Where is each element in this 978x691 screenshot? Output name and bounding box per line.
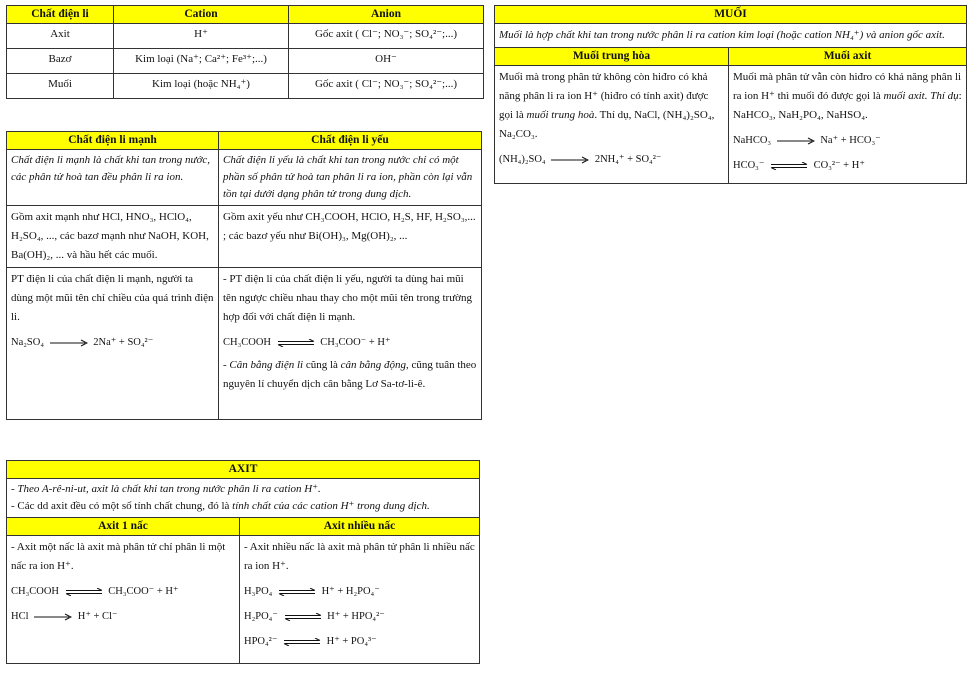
equilibrium-arrow-icon xyxy=(770,162,808,170)
right-arrow-icon xyxy=(551,156,589,164)
equilibrium-note: - Cân bằng điện li cũng là cân bằng động, cũng tuân theo nguyên lí chuyển dịch cân bằng Lơ Sa-tơ-li-ê. xyxy=(223,359,477,390)
equation-h2po4: H₂PO₄⁻ H⁺ + HPO₄²⁻ xyxy=(244,611,385,622)
salt-title: MUỐI xyxy=(495,6,967,24)
equilibrium-arrow-icon xyxy=(65,588,103,596)
cell-base: Bazơ xyxy=(7,49,114,74)
acid-salt-text: Muối mà phân tử vẫn còn hiđro có khả năng phân li ra ion H⁺ thì muối đó được gọi là muối axit. Thí dụ: NaHCO₃, NaH₂PO₄, NaHSO₄. xyxy=(733,71,962,121)
cell-base-cation: Kim loại (Na⁺; Ca²⁺; Fe³⁺;...) xyxy=(114,49,289,74)
cell-acid-anion: Gốc axit ( Cl⁻; NO₃⁻; SO₄²⁻;...) xyxy=(289,24,484,49)
header-acid-salt: Muối axit xyxy=(729,48,967,66)
right-arrow-icon xyxy=(50,339,88,347)
equation-nahco3: NaHCO₃ Na⁺ + HCO₃⁻ xyxy=(733,135,881,146)
equilibrium-arrow-icon xyxy=(283,638,321,646)
table-acid xyxy=(6,460,479,664)
equilibrium-arrow-icon xyxy=(284,613,322,621)
pt-weak-text: - PT điện li của chất điện li yếu, người ta dùng hai mũi tên ngược chiều nhau thay cho một mũi tên trong trường hợp đối với chất điện li mạnh. xyxy=(223,273,473,323)
equation-strong-cell xyxy=(7,268,219,420)
equation-weak-cell xyxy=(219,268,482,420)
def-strong: Chất điện li mạnh là chất khi tan trong nước, các phân tử hoà tan đều phân li ra ion. xyxy=(7,150,219,206)
eq-right: 2Na⁺ + SO₄²⁻ xyxy=(93,337,154,348)
def-weak: Chất điện li yếu là chất khi tan trong nước chỉ có một phần số phân tử hoà tan phân li ra ion, phần còn lại vẫn tồn tại dưới dạng phân tử trong dung dịch. xyxy=(219,150,482,206)
cell-salt-anion: Gốc axit ( Cl⁻; NO₃⁻; SO₄²⁻;...) xyxy=(289,74,484,99)
cell-base-anion: OH⁻ xyxy=(289,49,484,74)
table-electrolyte-ions xyxy=(6,5,483,99)
acid-intro-1: - Theo A-rê-ni-ut, axit là chất khi tan trong nước phân li ra cation H⁺. xyxy=(11,483,321,495)
equation-weak xyxy=(223,333,477,352)
neutral-salt-cell xyxy=(495,66,729,184)
acid-title: AXIT xyxy=(7,461,480,479)
header-weak: Chất điện li yếu xyxy=(219,132,482,150)
neutral-salt-text: Muối mà trong phân tử không còn hiđro có khả năng phân li ra ion H⁺ (hiđro có tính axit) được gọi là muối trung hoà. Thí dụ, NaCl, (NH₄)₂SO₄, Na₂CO₃. xyxy=(499,71,715,140)
right-arrow-icon xyxy=(777,137,815,145)
equation-hco3: HCO₃⁻ CO₃²⁻ + H⁺ xyxy=(733,160,865,171)
equilibrium-arrow-icon xyxy=(278,588,316,596)
equation-ch3cooh: CH₃COOH CH₃COO⁻ + H⁺ xyxy=(11,586,179,597)
header-polyprotic: Axit nhiều nấc xyxy=(240,518,480,536)
equation-nh4so4: (NH₄)₂SO₄ 2NH₄⁺ + SO₄²⁻ xyxy=(499,154,662,165)
eq-left: CH₃COOH xyxy=(223,337,271,348)
equation-strong xyxy=(11,333,214,352)
header-cation: Cation xyxy=(114,6,289,24)
salt-def: Muối là hợp chất khi tan trong nước phân li ra cation kim loại (hoặc cation NH₄⁺) và anion gốc axit. xyxy=(495,24,967,48)
header-neutral-salt: Muối trung hòa xyxy=(495,48,729,66)
cell-acid: Axit xyxy=(7,24,114,49)
examples-weak: Gồm axit yếu như CH₃COOH, HClO, H₂S, HF, H₂SO₃,... ; các bazơ yếu như Bi(OH)₃, Mg(OH)₂, ... xyxy=(219,206,482,268)
eq-left: Na₂SO₄ xyxy=(11,337,44,348)
cell-salt: Muối xyxy=(7,74,114,99)
table-strong-weak xyxy=(6,131,481,420)
header-anion: Anion xyxy=(289,6,484,24)
header-electrolyte: Chất điện li xyxy=(7,6,114,24)
equation-hcl: HCl H⁺ + Cl⁻ xyxy=(11,611,118,622)
eq-right: CH₃COO⁻ + H⁺ xyxy=(320,337,391,348)
equation-hpo4: HPO₄²⁻ H⁺ + PO₄³⁻ xyxy=(244,636,377,647)
cell-acid-cation: H⁺ xyxy=(114,24,289,49)
equilibrium-arrow-icon xyxy=(277,339,315,347)
table-salt xyxy=(494,5,966,184)
examples-strong: Gồm axit mạnh như HCl, HNO₃, HClO₄, H₂SO₄, ..., các bazơ mạnh như NaOH, KOH, Ba(OH)₂, ... và hầu hết các muối. xyxy=(7,206,219,268)
equation-h3po4: H₃PO₄ H⁺ + H₂PO₄⁻ xyxy=(244,586,380,597)
polyprotic-cell xyxy=(240,536,480,664)
header-strong: Chất điện li mạnh xyxy=(7,132,219,150)
right-arrow-icon xyxy=(34,613,72,621)
acid-intro-2: - Các dd axit đều có một số tính chất chung, đó là tính chất của các cation H⁺ trong dung dịch. xyxy=(11,500,430,512)
header-monoprotic: Axit 1 nấc xyxy=(7,518,240,536)
polyprotic-def: - Axit nhiều nấc là axit mà phân tử phân li nhiều nấc ra ion H⁺. xyxy=(244,541,475,572)
cell-salt-cation: Kim loại (hoặc NH₄⁺) xyxy=(114,74,289,99)
monoprotic-def: - Axit một nấc là axit mà phân tử chỉ phân li một nấc ra ion H⁺. xyxy=(11,541,226,572)
acid-salt-cell xyxy=(729,66,967,184)
acid-intro xyxy=(7,479,480,518)
monoprotic-cell xyxy=(7,536,240,664)
pt-strong-text: PT điện li của chất điện li mạnh, người ta dùng một mũi tên chỉ chiều của quá trình điện li. xyxy=(11,273,214,323)
